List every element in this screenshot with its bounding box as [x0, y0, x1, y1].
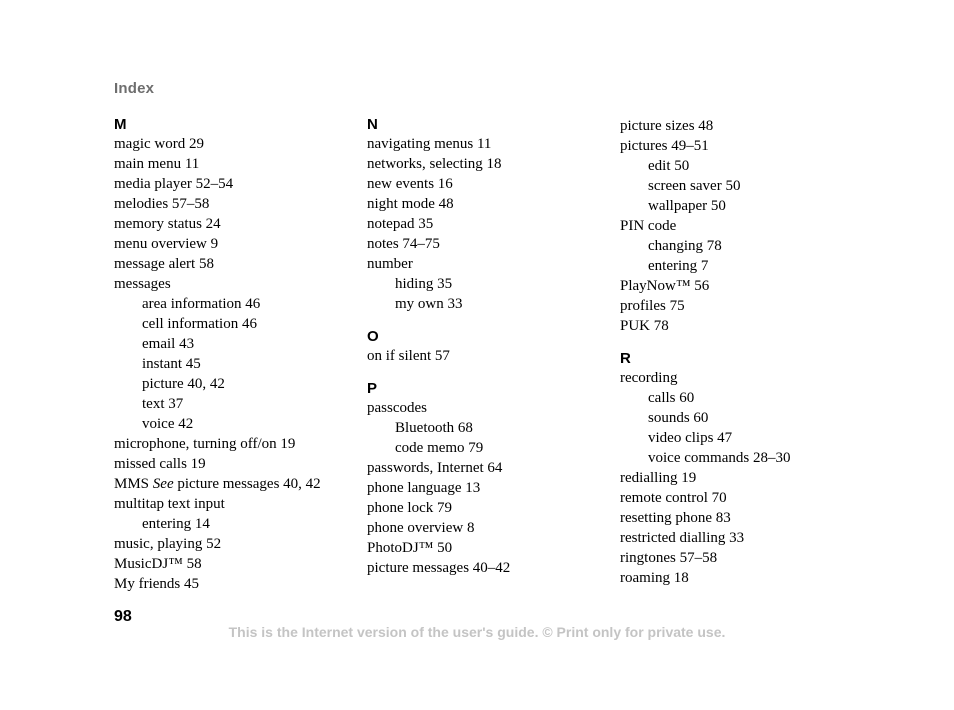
index-entry: roaming 18 — [620, 570, 689, 586]
section-gap — [367, 366, 607, 380]
index-entry: main menu 11 — [114, 156, 200, 172]
see-reference: See — [152, 476, 174, 492]
index-entry: networks, selecting 18 — [367, 156, 502, 172]
index-subentry: screen saver 50 — [648, 178, 741, 194]
section-letter-m: M — [114, 116, 127, 133]
index-entry: recording — [620, 370, 678, 386]
index-subentry: video clips 47 — [648, 430, 733, 446]
index-subentry: changing 78 — [648, 238, 722, 254]
index-term: picture messages 40, 42 — [177, 476, 321, 492]
index-entry: night mode 48 — [367, 196, 454, 212]
index-subentry: area information 46 — [142, 296, 261, 312]
index-entry-mms — [114, 474, 354, 494]
index-entry: melodies 57–58 — [114, 196, 210, 212]
index-entry: music, playing 52 — [114, 536, 222, 552]
index-entry: phone language 13 — [367, 480, 481, 496]
index-entry: phone lock 79 — [367, 500, 452, 516]
section-gap — [620, 336, 860, 350]
index-entry: picture sizes 48 — [620, 118, 714, 134]
index-entry: ringtones 57–58 — [620, 550, 718, 566]
index-subentry: cell information 46 — [142, 316, 257, 332]
index-subentry: sounds 60 — [648, 410, 709, 426]
index-entry: memory status 24 — [114, 216, 221, 232]
index-column-1 — [114, 116, 354, 594]
index-entry: notepad 35 — [367, 216, 434, 232]
index-subentry: code memo 79 — [395, 440, 484, 456]
index-entry: PlayNow™ 56 — [620, 278, 710, 294]
index-entry: passcodes — [367, 400, 427, 416]
section-letter-r: R — [620, 350, 631, 367]
index-subentry: instant 45 — [142, 356, 201, 372]
index-subentry: edit 50 — [648, 158, 690, 174]
index-subentry: wallpaper 50 — [648, 198, 726, 214]
page-number: 98 — [114, 608, 132, 625]
running-head: Index — [114, 80, 155, 97]
index-subentry: my own 33 — [395, 296, 463, 312]
index-entry: My friends 45 — [114, 576, 199, 592]
index-entry: multitap text input — [114, 496, 225, 512]
index-entry: new events 16 — [367, 176, 453, 192]
section-letter-n: N — [367, 116, 378, 133]
index-entry: number — [367, 256, 413, 272]
index-subentry: hiding 35 — [395, 276, 453, 292]
index-entry: media player 52–54 — [114, 176, 234, 192]
index-entry: microphone, turning off/on 19 — [114, 436, 296, 452]
index-subentry: calls 60 — [648, 390, 695, 406]
index-term: MMS — [114, 476, 150, 492]
index-entry: on if silent 57 — [367, 348, 450, 364]
index-entry: PUK 78 — [620, 318, 669, 334]
index-entry: messages — [114, 276, 171, 292]
index-entry: picture messages 40–42 — [367, 560, 511, 576]
section-gap — [367, 314, 607, 328]
index-entry: remote control 70 — [620, 490, 727, 506]
index-subentry: text 37 — [142, 396, 184, 412]
index-entry: pictures 49–51 — [620, 138, 709, 154]
index-entry: PhotoDJ™ 50 — [367, 540, 453, 556]
index-entry: restricted dialling 33 — [620, 530, 745, 546]
index-entry: phone overview 8 — [367, 520, 475, 536]
index-entry: MusicDJ™ 58 — [114, 556, 202, 572]
section-letter-p: P — [367, 380, 378, 397]
index-entry: magic word 29 — [114, 136, 204, 152]
section-letter-o: O — [367, 328, 379, 345]
index-entry: notes 74–75 — [367, 236, 440, 252]
index-subentry: picture 40, 42 — [142, 376, 225, 392]
index-subentry: email 43 — [142, 336, 195, 352]
index-column-2 — [367, 116, 607, 578]
index-subentry: voice 42 — [142, 416, 194, 432]
index-subentry: entering 14 — [142, 516, 210, 532]
index-entry: redialling 19 — [620, 470, 697, 486]
footer-note: This is the Internet version of the user's guide. © Print only for private use. — [228, 624, 726, 640]
index-entry: navigating menus 11 — [367, 136, 492, 152]
index-entry: profiles 75 — [620, 298, 685, 314]
index-subentry: Bluetooth 68 — [395, 420, 473, 436]
index-entry: menu overview 9 — [114, 236, 219, 252]
index-entry: PIN code — [620, 218, 677, 234]
index-entry: message alert 58 — [114, 256, 214, 272]
index-entry: missed calls 19 — [114, 456, 206, 472]
index-subentry: voice commands 28–30 — [648, 450, 791, 466]
index-column-3 — [620, 116, 860, 588]
index-entry: resetting phone 83 — [620, 510, 731, 526]
index-entry: passwords, Internet 64 — [367, 460, 503, 476]
index-subentry: entering 7 — [648, 258, 709, 274]
